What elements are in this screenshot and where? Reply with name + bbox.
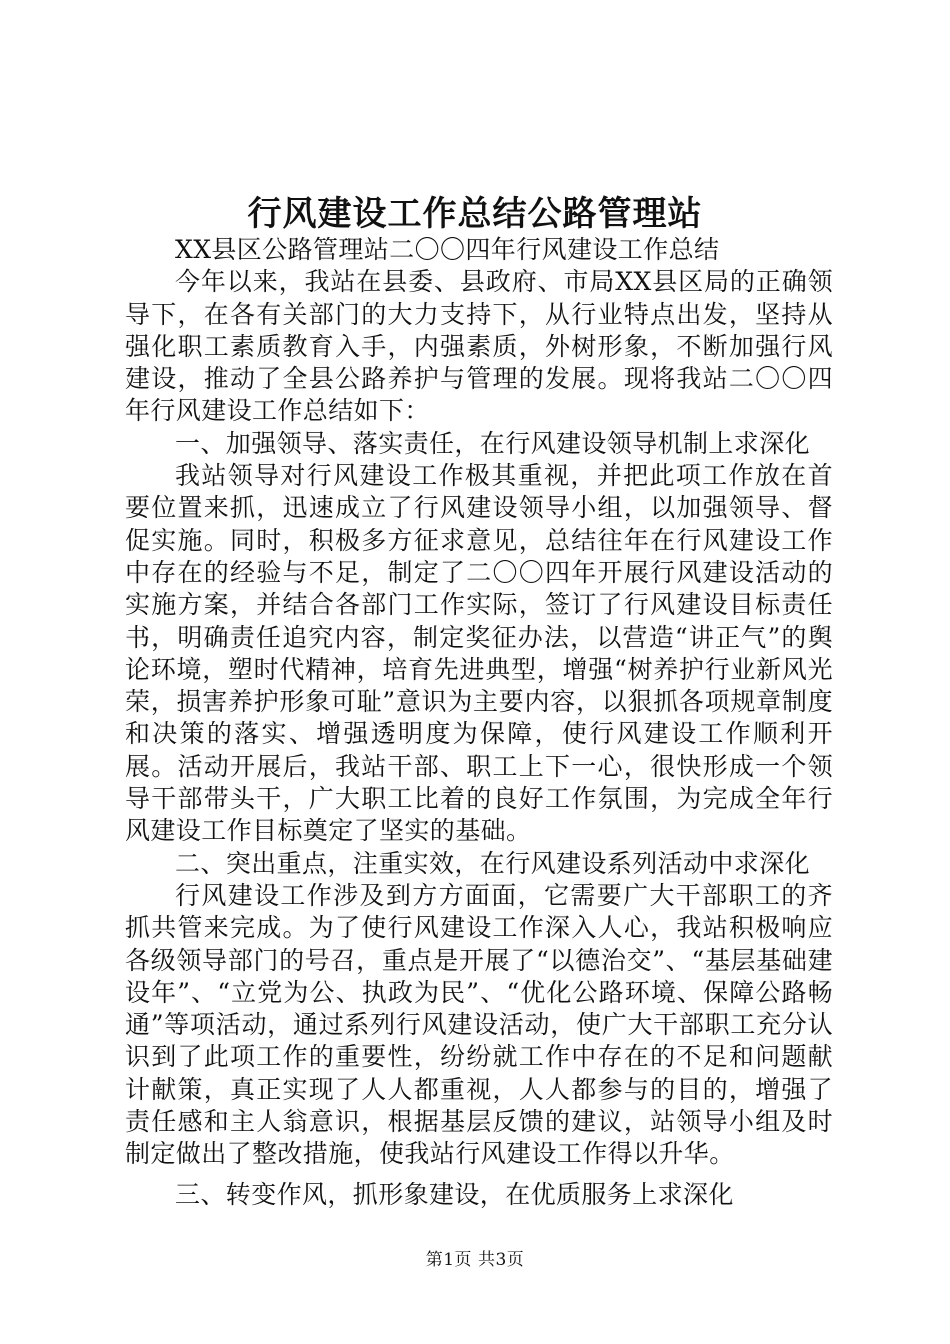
paragraph-section-2: 行风建设工作涉及到方方面面，它需要广大干部职工的齐抓共管来完成。为了使行风建设工作深入人心，我站积极响应各级领导部门的号召，重点是开展了“以德治交”、“基层基础建设年”、“立党为公、执政为民”、“优化公路环境、保障公路畅通”等项活动，通过系列行风建设活动，使广大干部职工充分认识到了此项工作的重要性，纷纷就工作中存在的不足和问题献计献策，真正实现了人人都重视，人人都参与的目的，增强了责任感和主人翁意识，根据基层反馈的建议，站领导小组及时制定做出了整改措施，使我站行风建设工作得以升华。	[125, 880, 833, 1169]
paragraph-intro: 今年以来，我站在县委、县政府、市局XX县区局的正确领导下，在各有关部门的大力支持下，从行业特点出发，坚持从强化职工素质教育入手，内强素质，外树形象，不断加强行风建设，推动了全县公路养护与管理的发展。现将我站二〇〇四年行风建设工作总结如下：	[125, 267, 833, 426]
paragraph-subtitle: XX县区公路管理站二〇〇四年行风建设工作总结	[175, 235, 720, 264]
paragraph-section-1: 我站领导对行风建设工作极其重视，并把此项工作放在首要位置来抓，迅速成立了行风建设领导小组，以加强领导、督促实施。同时，积极多方征求意见，总结往年在行风建设工作中存在的经验与不足，制定了二〇〇四年开展行风建设活动的实施方案，并结合各部门工作实际，签订了行风建设目标责任书，明确责任追究内容，制定奖征办法，以营造“讲正气”的舆论环境，塑时代精神，培育先进典型，增强“树养护行业新风光荣，损害养护形象可耻”意识为主要内容，以狠抓各项规章制度和决策的落实、增强透明度为保障，使行风建设工作顺利开展。活动开展后，我站干部、职工上下一心，很快形成一个领导干部带头干，广大职工比着的良好工作氛围，为完成全年行风建设工作目标奠定了坚实的基础。	[125, 461, 833, 846]
section-heading-1: 一、加强领导、落实责任，在行风建设领导机制上求深化	[175, 428, 811, 458]
document-title: 行风建设工作总结公路管理站	[247, 194, 703, 234]
document-body	[125, 234, 833, 1211]
page-number: 第1页 共3页	[425, 1250, 525, 1270]
section-heading-2: 二、突出重点，注重实效，在行风建设系列活动中求深化	[175, 848, 811, 878]
section-heading-3: 三、转变作风，抓形象建设，在优质服务上求深化	[175, 1179, 734, 1209]
